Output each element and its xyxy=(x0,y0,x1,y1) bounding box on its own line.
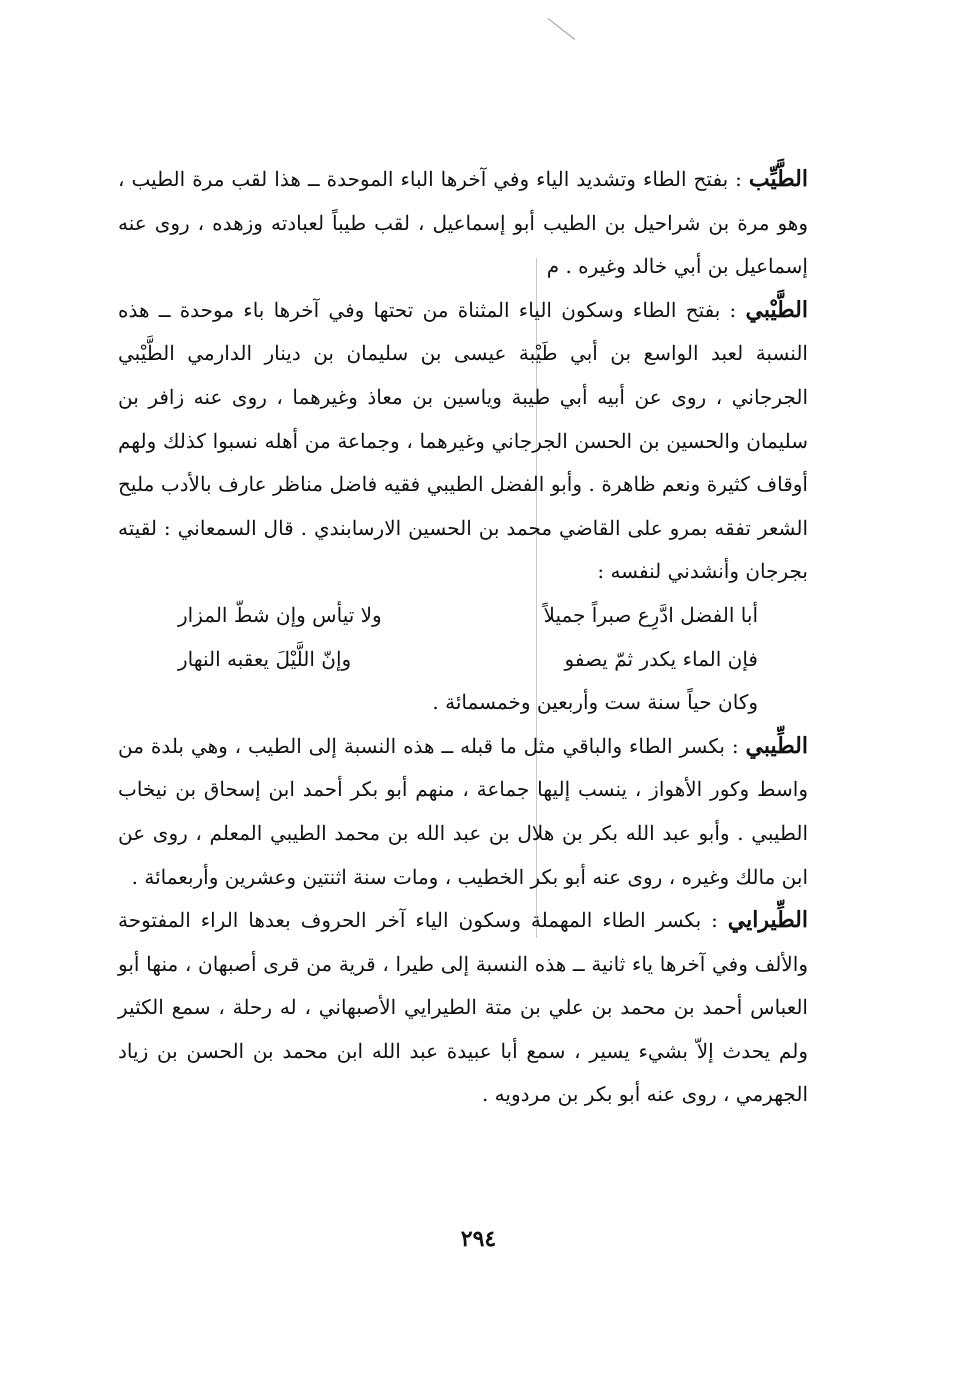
entry-body: : بكسر الطاء المهملة وسكون الياء آخر الحروف بعدها الراء المفتوحة والألف وفي آخرها ياء ثانية ــ هذه النسبة إلى طيرا ، قرية من قرى أصبهان ، منها أبو العباس أحمد بن محمد بن علي بن متة الطيرايي الأصبهاني ، له رحلة ، سمع الكثير ولم يحدث إلاّ بشيء يسير ، سمع أبا عبيدة عبد الله ابن محمد بن الحسن بن زياد الجهرمي ، روى عنه أبو بكر بن مردويه . xyxy=(118,908,808,1107)
entry-al-taybi xyxy=(118,289,808,594)
entry-heading: الطِّيرايي xyxy=(727,907,808,934)
poem-hemistich: ولا تيأس وإن شطّ المزار xyxy=(178,602,382,627)
after-poem-line: وكان حياً سنة ست وأربعين وخمسمائة . xyxy=(432,690,758,715)
entry-body: : بفتح الطاء وسكون الياء المثناة من تحتها وفي آخرها باء موحدة ــ هذه النسبة لعبد الواسع بن أبي طَيْبة عيسى بن سليمان بن دينار الدارمي الطَّيْبي الجرجاني ، روى عن أبيه أبي طيبة وياسين بن معاذ وغيرهما ، روى عنه زافر بن سليمان والحسين بن الحسن الجرجاني وغيرهما ، وجماعة من أهله نسبوا كذلك ولهم أوقاف كثيرة ونعم ظاهرة . وأبو الفضل الطيبي فقيه فاضل مناظر عارف بالأدب مليح الشعر تفقه بمرو على القاضي محمد بن الحسين الارسابندي . قال السمعاني : لقيته بجرجان وأنشدني لنفسه : xyxy=(118,297,808,584)
poem-hemistich: أبا الفضل ادَّرِع صبراً جميلاً xyxy=(543,602,758,627)
entry-heading: الطِّيبي xyxy=(745,732,808,759)
poem xyxy=(118,594,808,681)
entry-al-tibi xyxy=(118,725,808,899)
poem-hemistich: فإن الماء يكدر ثمّ يصفو xyxy=(564,646,758,671)
entry-heading: الطَّيِّب xyxy=(748,166,808,192)
entry-heading: الطَّيْبي xyxy=(745,296,808,323)
entry-al-tayyib xyxy=(118,158,808,289)
poem-hemistich: وإنّ اللَّيْلَ يعقبه النهار xyxy=(178,646,352,671)
main-text-block xyxy=(118,158,808,1117)
poem-verse xyxy=(178,594,758,638)
entry-al-tirayi xyxy=(118,899,808,1117)
poem-verse xyxy=(178,638,758,682)
entry-body: : بكسر الطاء والباقي مثل ما قبله ــ هذه النسبة إلى الطيب ، وهي بلدة من واسط وكور الأهواز ، ينسب إليها جماعة ، منهم أبو بكر أحمد ابن إسحاق بن نيخاب الطيبي . وأبو عبد الله بكر بن هلال بن عبد الله بن محمد الطيبي المعلم ، روى عن ابن مالك وغيره ، روى عنه أبو بكر الخطيب ، ومات سنة اثنتين وعشرين وأربعمائة . xyxy=(118,733,808,889)
scan-mark xyxy=(548,18,575,40)
entry-body: : بفتح الطاء وتشديد الياء وفي آخرها الباء الموحدة ــ هذا لقب مرة الطيب ، وهو مرة بن شراحيل بن الطيب أبو إسماعيل ، لقب طيباً لعبادته وزهده ، روى عنه إسماعيل بن أبي خالد وغيره . م xyxy=(118,167,808,279)
page-number: ٢٩٤ xyxy=(460,1226,497,1252)
